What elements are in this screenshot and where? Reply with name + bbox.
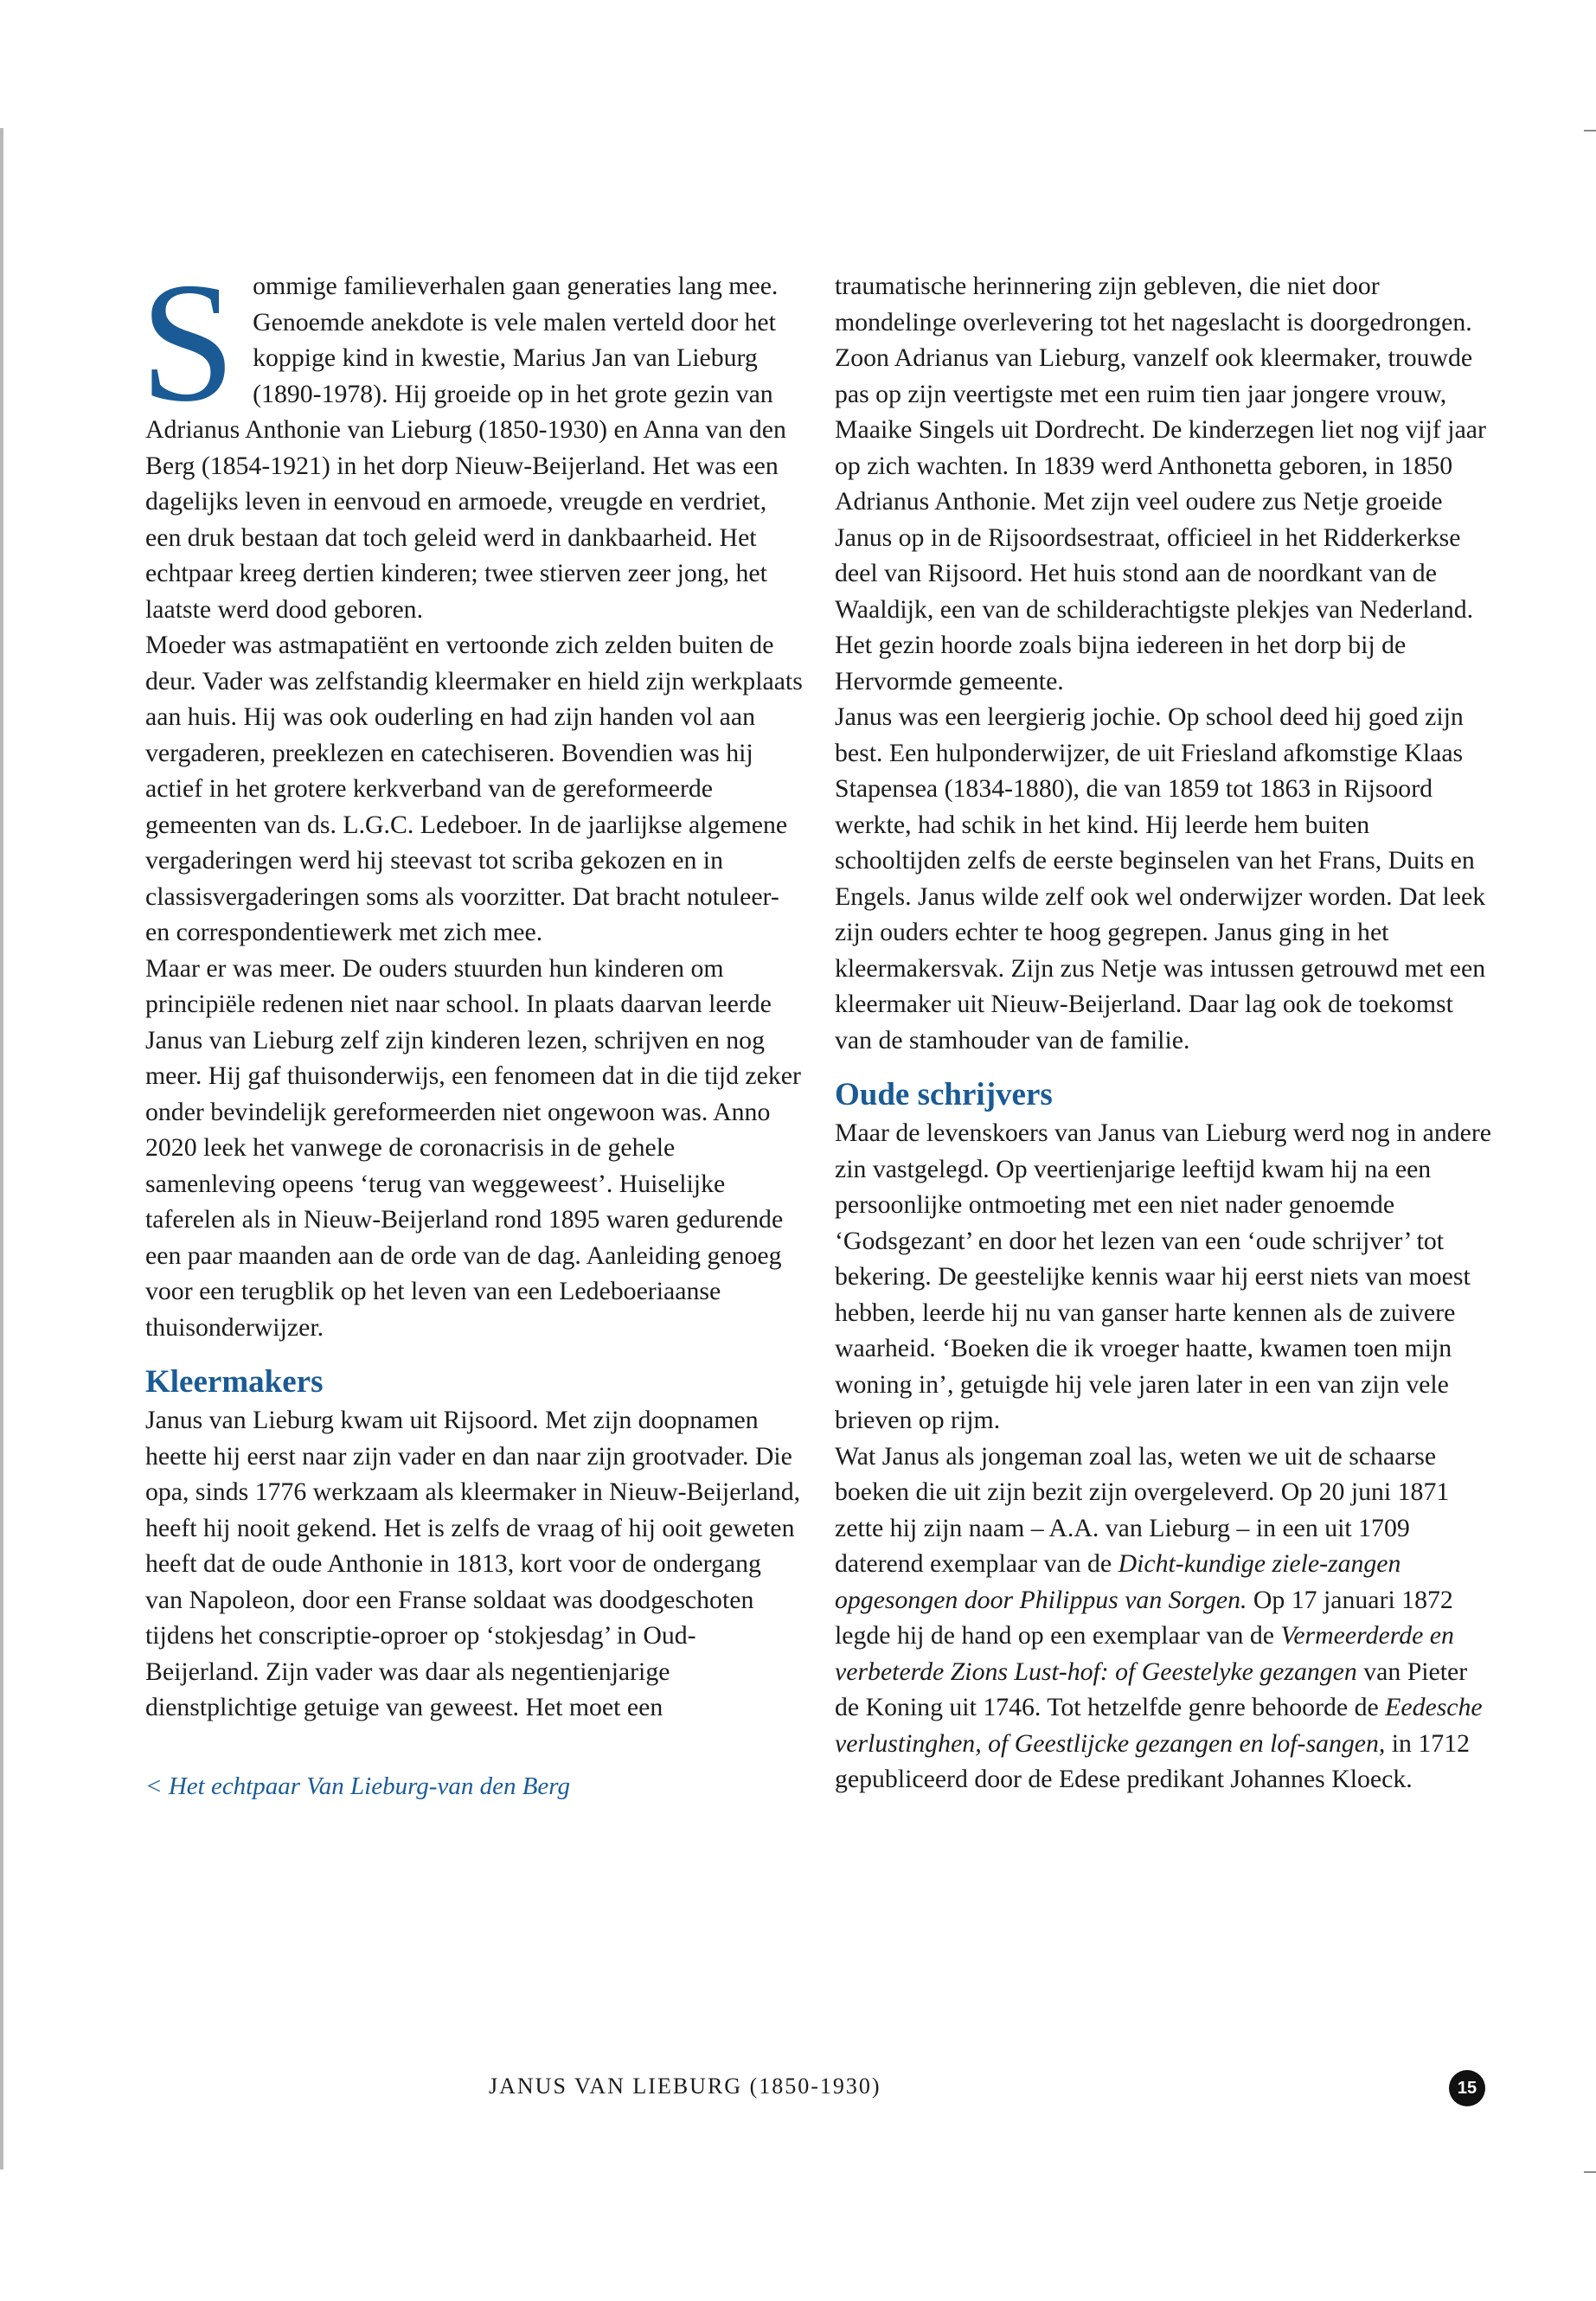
books-text-3: van Pieter de Koning uit 1746. Tot hetzelfde genre behoorde de bbox=[835, 1657, 1468, 1721]
page-number: 15 bbox=[1449, 2070, 1485, 2106]
book-title-2: Vermeerderde en verbeterde Zions Lust-hof: of Geestelyke gezangen bbox=[835, 1621, 1454, 1686]
page-edge bbox=[0, 128, 3, 2170]
heading-oude-schrijvers: Oude schrijvers bbox=[835, 1077, 1053, 1112]
books-text-4: in 1712 gepubliceerd door de Edese predikant Johannes Kloeck. bbox=[835, 1728, 1470, 1793]
heading-kleermakers: Kleermakers bbox=[145, 1364, 324, 1400]
drop-cap: S bbox=[140, 247, 236, 437]
running-footer: JANUS VAN LIEBURG (1850-1930) bbox=[489, 2073, 881, 2099]
right-column bbox=[835, 268, 1492, 1798]
paragraph-janus-school: Janus was een leergierig jochie. Op school deed hij goed zijn best. Een hulponderwijzer, de uit Friesland afkomstige Klaas Stapensea (1834-1880), die van 1859 tot 1863 in Rijsoord werkte, had schik in het kind. Hij leerde hem buiten schooltijden zelfs de eerste beginselen van het Frans, Duits en Engels. Janus wilde zelf ook wel onderwijzer worden. Dat leek zijn ouders echter te hoog gegrepen. Janus ging in het kleermakersvak. Zijn zus Netje was intussen getrouwd met een kleermaker uit Nieuw-Beijerland. Daar lag ook de toekomst van de stamhouder van de familie. bbox=[835, 702, 1486, 1054]
paragraph-homeschool: Maar er was meer. De ouders stuurden hun kinderen om principiële redenen niet naar school. In plaats daarvan leerde Janus van Lieburg zelf zijn kinderen lezen, schrijven en nog meer. Hij gaf thuisonderwijs, een fenomeen dat in die tijd zeker onder bevindelijk gereformeerden niet ongewoon was. Anno 2020 leek het vanwege de coronacrisis in de gehele samenleving opeens ‘terug van weggeweest’. Huiselijke taferelen als in Nieuw-Beijerland rond 1895 waren gedurende een paar maanden aan de orde van de dag. Aanleiding genoeg voor een terugblik op het leven van een Ledeboeriaanse thuisonderwijzer. bbox=[145, 953, 801, 1342]
paragraph-books bbox=[835, 1439, 1492, 1798]
crop-mark-top bbox=[1584, 130, 1596, 131]
book-title-3: Eedesche verlustinghen, of Geestlijcke gezangen en lof-sangen, bbox=[835, 1693, 1483, 1758]
books-text-1: Wat Janus als jongeman zoal las, weten we uit de schaarse boeken die uit zijn bezit zijn overgeleverd. Op 20 juni 1871 zette hij zijn naam – A.A. van Lieburg – in een uit 1709 daterend exemplaar van de bbox=[835, 1441, 1450, 1578]
intro-text: ommige familieverhalen gaan generaties lang mee. Genoemde anekdote is vele malen verteld door het koppige kind in kwestie, Marius Jan van Lieburg (1890-1978). Hij groeide op in het grote gezin van Adrianus Anthonie van Lieburg (1850-1930) en Anna van den Berg (1854-1921) in het dorp Nieuw-Beijerland. Het was een dagelijks leven in eenvoud en armoede, vreugde en verdriet, een druk bestaan dat toch geleid werd in dankbaarheid. Het echtpaar kreeg dertien kinderen; twee stierven zeer jong, het laatste werd dood geboren. bbox=[145, 272, 786, 624]
paragraph-conversion: Maar de levenskoers van Janus van Lieburg werd nog in andere zin vastgelegd. Op veertienjarige leeftijd kwam hij na een persoonlijke ontmoeting met een niet nader genoemde ‘Godsgezant’ en door het lezen van een ‘oude schrijver’ tot bekering. De geestelijke kennis waar hij eerst niets van moest hebben, leerde hij nu van ganser harte kennen als de zuivere waarheid. ‘Boeken die ik vroeger haatte, kwamen toen mijn woning in’, getuigde hij vele jaren later in een van zijn vele brieven op rijm. bbox=[835, 1118, 1492, 1434]
paragraph-mother: Moeder was astmapatiënt en vertoonde zich zelden buiten de deur. Vader was zelfstandig kleermaker en hield zijn werkplaats aan huis. Hij was ook ouderling en had zijn handen vol aan vergaderen, preeklezen en catechiseren. Bovendien was hij actief in het grotere kerkverband van de gereformeerde gemeenten van ds. L.G.C. Ledeboer. In de jaarlijkse algemene vergaderingen werd hij steevast tot scriba gekozen en in classisvergaderingen soms als voorzitter. Dat bracht notuleer- en correspondentiewerk met zich mee. bbox=[145, 631, 803, 946]
book-title-1: Dicht-kundige ziele-zangen opgesongen door Philippus van Sorgen. bbox=[835, 1549, 1401, 1614]
left-column bbox=[140, 247, 803, 1804]
paragraph-rijsoord: Janus van Lieburg kwam uit Rijsoord. Met zijn doopnamen heette hij eerst naar zijn vader en dan naar zijn grootvader. Die opa, sinds 1776 werkzaam als kleermaker in Nieuw-Beijerland, heeft hij nooit gekend. Het is zelfs de vraag of hij ooit geweten heeft dat de oude Anthonie in 1813, kort voor de ondergang van Napoleon, door een Franse soldaat was doodgeschoten tijdens het conscriptie-oproer op ‘stokjesdag’ in Oud-Beijerland. Zijn vader was daar als negentienjarige dienstplichtige getuige van geweest. Het moet een bbox=[145, 1406, 801, 1721]
intro-paragraph bbox=[140, 247, 803, 627]
paragraph-trauma: traumatische herinnering zijn gebleven, die niet door mondelinge overlevering tot het nageslacht is doorgedrongen. bbox=[835, 272, 1472, 336]
books-text-2: Op 17 januari 1872 legde hij de hand op een exemplaar van de bbox=[835, 1585, 1453, 1650]
photo-caption: < Het echtpaar Van Lieburg-van den Berg bbox=[145, 1772, 570, 1800]
crop-mark-bottom bbox=[1584, 2171, 1596, 2173]
paragraph-adrianus: Zoon Adrianus van Lieburg, vanzelf ook kleermaker, trouwde pas op zijn veertigste met een ruim tien jaar jongere vrouw, Maaike Singels uit Dordrecht. De kinderzegen liet nog vijf jaar op zich wachten. In 1839 werd Anthonetta geboren, in 1850 Adrianus Anthonie. Met zijn veel oudere zus Netje groeide Janus op in de Rijsoordsestraat, officieel in het Ridderkerkse deel van Rijsoord. Het huis stond aan de noordkant van de Waaldijk, een van de schilderachtigste plekjes van Nederland. Het gezin hoorde zoals bijna iedereen in het dorp bij de Hervormde gemeente. bbox=[835, 343, 1486, 695]
